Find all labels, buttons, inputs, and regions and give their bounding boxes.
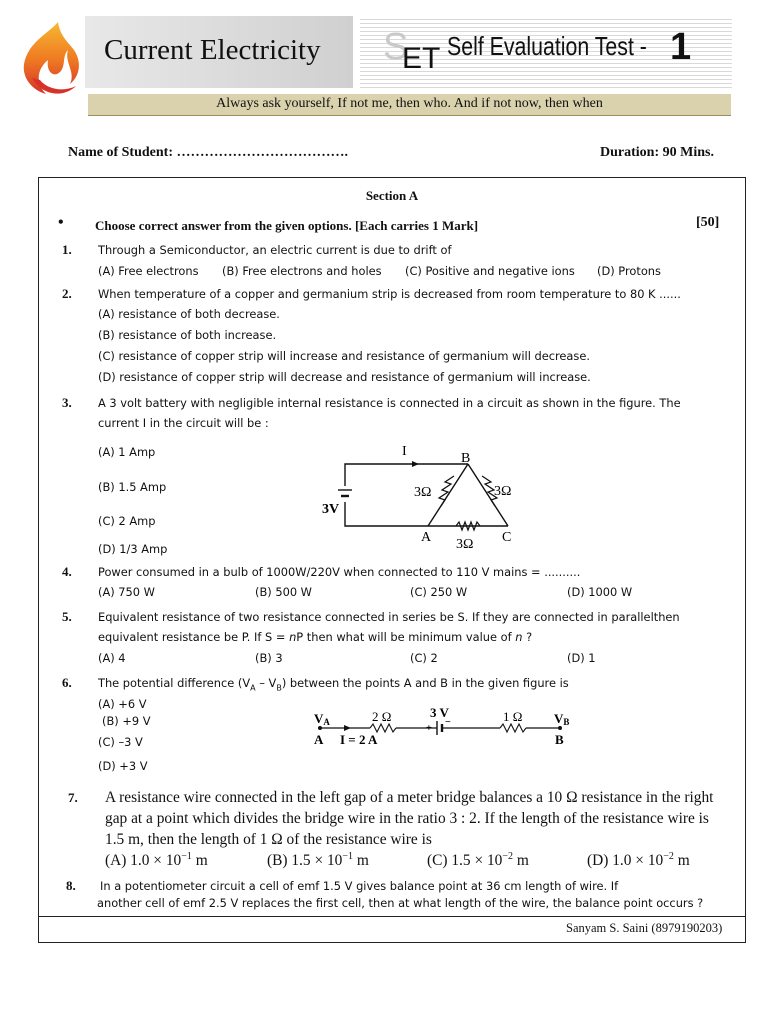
q3-option-c: (C) 2 Amp <box>98 514 156 528</box>
q3-option-a: (A) 1 Amp <box>98 445 156 459</box>
q3-r-ac-label: 3Ω <box>456 537 474 552</box>
svg-text:VB <box>554 711 569 727</box>
q3-node-b: B <box>461 451 471 466</box>
q7-line1: A resistance wire connected in the left gap of a meter bridge balances a 10 Ω resistance in the right <box>105 789 714 806</box>
q6-current-label: I = 2 A <box>340 732 378 747</box>
subject-title: Current Electricity <box>104 34 321 66</box>
q3-number: 3. <box>62 395 72 410</box>
q6-battery-label: 3 V <box>430 706 449 720</box>
q4-text: Power consumed in a bulb of 1000W/220V when connected to 110 V mains = .......... <box>98 565 581 579</box>
test-number: 1 <box>670 26 692 68</box>
q7-number: 7. <box>68 790 78 805</box>
q6-vb-label: V <box>554 711 564 726</box>
q1-number: 1. <box>62 242 72 257</box>
motto-text: Always ask yourself, If not me, then who. And if not now, then when <box>216 96 603 111</box>
q3-option-d: (D) 1/3 Amp <box>98 542 168 556</box>
q6-r2-label: 1 Ω <box>503 709 523 724</box>
q6-node-a: A <box>314 732 324 747</box>
q8-number: 8. <box>66 878 76 893</box>
q3-current-label: I <box>402 444 407 459</box>
q1-option-c: (C) Positive and negative ions <box>405 264 575 278</box>
q6-va-sub: A <box>323 717 330 727</box>
q2-number: 2. <box>62 286 72 301</box>
flame-logo-icon <box>18 20 82 98</box>
q3-battery-label: 3V <box>322 502 340 517</box>
set-watermark: S <box>383 26 409 68</box>
q3-node-c: C <box>502 530 512 545</box>
q3-option-b: (B) 1.5 Amp <box>98 480 167 494</box>
q4-option-d: (D) 1000 W <box>567 585 633 599</box>
q6-minus-sign: − <box>445 717 451 728</box>
test-title: Self Evaluation Test - <box>447 31 647 61</box>
student-name-label: Name of Student: ………………………………. <box>68 145 348 160</box>
q3-text-line2: current I in the circuit will be : <box>98 416 269 430</box>
duration-label: Duration: 90 Mins. <box>600 145 714 160</box>
bullet: • <box>58 214 64 231</box>
q1-text: Through a Semiconductor, an electric current is due to drift of <box>98 243 452 257</box>
q1-option-d: (D) Protons <box>597 264 661 278</box>
q1-option-b: (B) Free electrons and holes <box>222 264 382 278</box>
q7-option-b: (B) $1.5 \times 10^{-1}$ m <box>267 851 369 870</box>
q2-option-b: (B) resistance of both increase. <box>98 328 277 342</box>
q3-circuit-diagram <box>318 440 528 552</box>
q7-option-c: (C) $1.5 \times 10^{-2}$ m <box>427 851 529 870</box>
footer-divider <box>38 916 746 917</box>
author-credit: Sanyam S. Saini (8979190203) <box>566 921 723 935</box>
q2-text: When temperature of a copper and germanium strip is decreased from room temperature to 80 K ...... <box>98 287 681 301</box>
q7-line3: 1.5 m, then the length of 1 Ω of the resistance wire is <box>105 831 432 848</box>
q3-r-ab-label: 3Ω <box>414 485 432 500</box>
q6-plus-sign: + <box>426 723 432 734</box>
q6-r1-label: 2 Ω <box>372 709 392 724</box>
q6-option-c: (C) –3 V <box>98 735 143 749</box>
q4-number: 4. <box>62 564 72 579</box>
q3-node-a: A <box>421 530 432 545</box>
q5-option-a: (A) 4 <box>98 651 126 665</box>
q6-vb-sub: B <box>563 717 570 727</box>
section-marks: [50] <box>696 215 720 230</box>
q6-number: 6. <box>62 675 72 690</box>
q2-option-a: (A) resistance of both decrease. <box>98 307 280 321</box>
q6-va-label: V <box>314 711 324 726</box>
section-instruction: Choose correct answer from the given options. [Each carries 1 Mark] <box>95 218 479 233</box>
q1-option-a: (A) Free electrons <box>98 264 199 278</box>
q2-option-d: (D) resistance of copper strip will decrease and resistance of germanium will increase. <box>98 370 591 384</box>
q3-r-bc-label: 3Ω <box>494 484 512 499</box>
q5-option-c: (C) 2 <box>410 651 438 665</box>
q4-option-a: (A) 750 W <box>98 585 155 599</box>
q7-option-d: (D) $1.0 \times 10^{-2}$ m <box>587 851 690 870</box>
q4-option-b: (B) 500 W <box>255 585 312 599</box>
q2-option-c: (C) resistance of copper strip will increase and resistance of germanium will decrease. <box>98 349 590 363</box>
q7-option-a: (A) $1.0 \times 10^{-1}$ m <box>105 851 208 870</box>
q6-option-d: (D) +3 V <box>98 759 148 773</box>
q6-text: The potential difference $(V_A - V_B)$ between the points A and B in the given figure is <box>98 676 569 693</box>
q6-option-a: (A) +6 V <box>98 697 147 711</box>
q5-number: 5. <box>62 609 72 624</box>
q3-text-line1: A 3 volt battery with negligible internal resistance is connected in a circuit as shown in the figure. The <box>98 396 681 410</box>
q7-line2: gap at a point which divides the bridge wire in the ratio 3 : 2. If the length of the resistance wire is <box>105 810 709 827</box>
section-title: Section A <box>365 188 419 203</box>
q6-option-b: (B) +9 V <box>102 714 151 728</box>
q8-text-line1: In a potentiometer circuit a cell of emf 1.5 V gives balance point at 36 cm length of wire. If <box>100 879 619 893</box>
q5-option-b: (B) 3 <box>255 651 283 665</box>
q6-node-b: B <box>555 732 564 747</box>
q5-option-d: (D) 1 <box>567 651 596 665</box>
q5-text-line2: equivalent resistance be P. If S = nP then what will be minimum value of n ? <box>98 630 533 644</box>
q6-circuit-diagram <box>310 706 580 748</box>
svg-text:VA <box>314 711 330 727</box>
q4-option-c: (C) 250 W <box>410 585 468 599</box>
q5-text-line1: Equivalent resistance of two resistance connected in series be S. If they are connected in parallelthen <box>98 610 680 624</box>
set-mark: ET <box>402 42 441 75</box>
q8-text-line2: another cell of emf 2.5 V replaces the first cell, then at what length of the wire, the balance point occurs ? <box>97 896 704 910</box>
